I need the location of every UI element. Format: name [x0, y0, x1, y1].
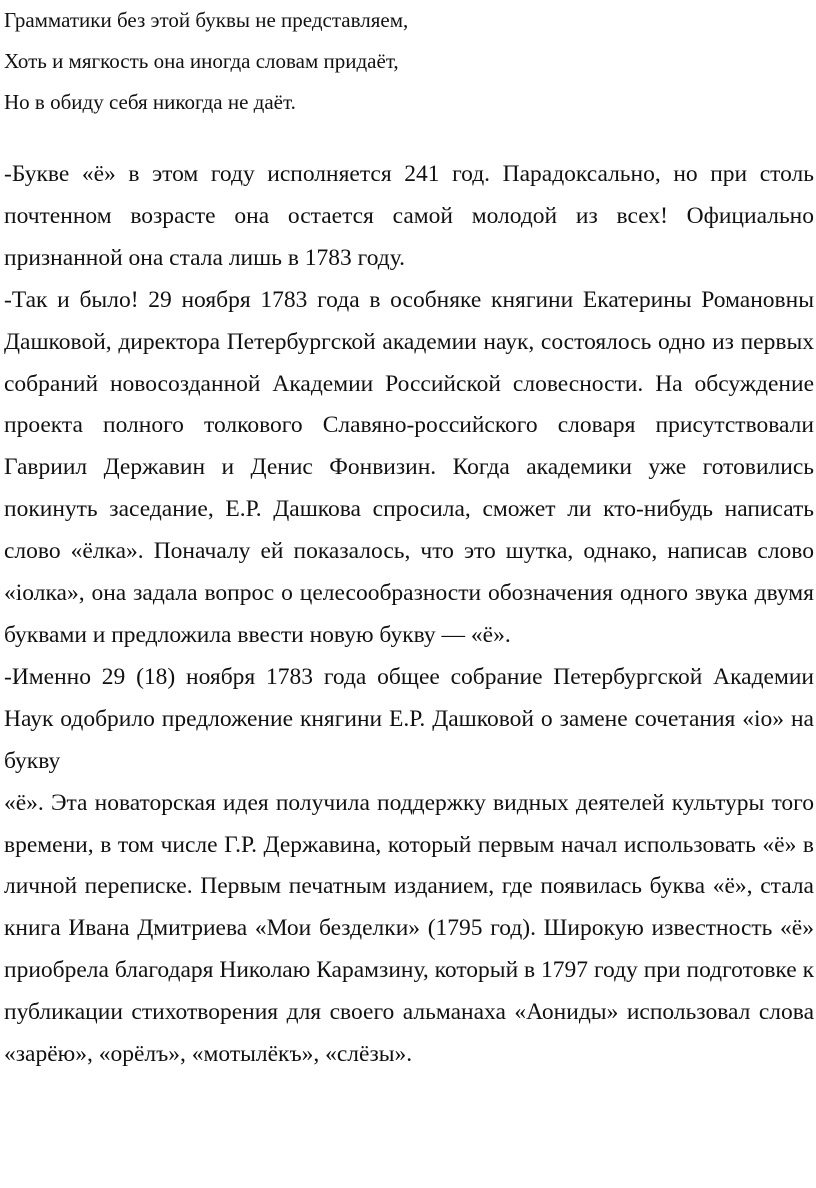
paragraph-letter-adoption: «ё». Эта новаторская идея получила поддержку видных деятелей культуры того времени, в том числе Г.Р. Державина, который первым начал использовать «ё» в личной переписке. Первым печатным изданием, где появилась буква «ё», стала книга Ивана Дмитриева «Мои безделки» (1795 год). Широкую известность «ё» приобрела благодаря Николаю Карамзину, который в 1797 году при подготовке к публикации стихотворения для своего альманаха «Аониды» использовал слова «зарёю», «орёлъ», «мотылёкъ», «слёзы».: [4, 789, 814, 1068]
poem-line: Грамматики без этой буквы не представляем,: [4, 8, 409, 32]
paragraph-dashkova-history: -Так и было! 29 ноября 1783 года в особняке княгини Екатерины Романовны Дашковой, директора Петербургской академии наук, состоялось одно из первых собраний новосозданной Академии Российской словесности. На обсуждение проекта полного толкового Славяно-российского словаря присутствовали Гавриил Державин и Денис Фонвизин. Когда академики уже готовились покинуть заседание, Е.Р. Дашкова спросила, сможет ли кто-нибудь написать слово «ёлка». Поначалу ей показалось, что это шутка, однако, написав слово «iолка», она задала вопрос о целесообразности обозначения одного звука двумя буквами и предложила ввести новую букву — «ё».: [4, 286, 814, 648]
poem-line: Но в обиду себя никогда не даёт.: [4, 90, 296, 114]
paragraph-letter-age: -Букве «ё» в этом году исполняется 241 год. Парадоксально, но при столь почтенном возрасте она остается самой молодой из всех! Официально признанной она стала лишь в 1783 году.: [4, 161, 814, 271]
poem-line: Хоть и мягкость она иногда словам придаёт,: [4, 49, 399, 73]
paragraph-academy-approval: -Именно 29 (18) ноября 1783 года общее собрание Петербургской Академии Наук одобрило предложение княгини Е.Р. Дашковой о замене сочетания «io» на букву: [4, 663, 814, 774]
body-text: [4, 154, 814, 1076]
poem-stanza: [4, 0, 804, 123]
